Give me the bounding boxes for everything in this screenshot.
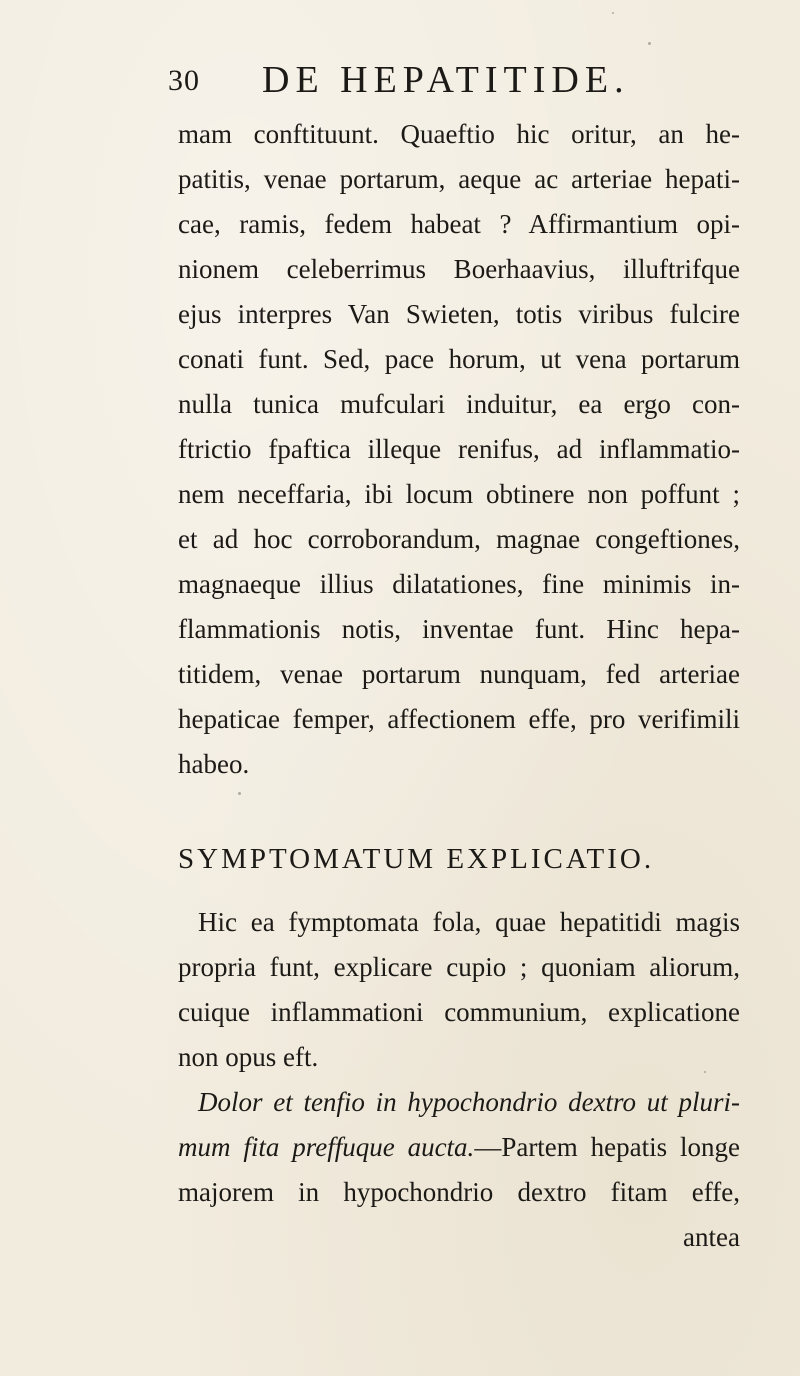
text-line: titidem, venae portarum nunquam, fed arteriae <box>178 659 740 689</box>
running-title: DE HEPATITIDE. <box>262 59 630 101</box>
text-line: nulla tunica mufculari induitur, ea ergo con- <box>178 389 740 419</box>
italic-text-line: Dolor et tenfio in hypochondrio dextro ut pluri- <box>198 1087 740 1117</box>
paper-speck <box>612 12 614 14</box>
catchword: antea <box>683 1222 740 1252</box>
text-line: cae, ramis, fedem habeat ? Affirmantium opi- <box>178 209 740 239</box>
text-line: et ad hoc corroborandum, magnae congeftiones, <box>178 524 740 554</box>
text-line: habeo. <box>178 749 250 779</box>
text-line: magnaeque illius dilatationes, fine minimis in- <box>178 569 740 599</box>
text-line: mam conftituunt. Quaeftio hic oritur, an he- <box>178 119 740 149</box>
text-line: conati funt. Sed, pace horum, ut vena portarum <box>178 344 740 374</box>
paper-speck <box>648 42 651 45</box>
paper-speck <box>704 1071 706 1073</box>
page-number: 30 <box>168 64 200 97</box>
text-line: Hic ea fymptomata fola, quae hepatitidi magis <box>198 907 740 937</box>
text-line: flammationis notis, inventae funt. Hinc hepa- <box>178 614 740 644</box>
text-phrase: —Partem hepatis longe <box>474 1132 740 1162</box>
text-line: ejus interpres Van Swieten, totis viribus fulcire <box>178 299 740 329</box>
text-line-mixed <box>178 1125 740 1170</box>
text-line: nem neceffaria, ibi locum obtinere non poffunt ; <box>178 479 740 509</box>
text-line: nionem celeberrimus Boerhaavius, illuftrifque <box>178 254 740 284</box>
paragraph-hepatitis-seat <box>178 112 740 787</box>
text-line: cuique inflammationi communium, explicatione <box>178 997 740 1027</box>
italic-phrase: mum fita preffuque aucta. <box>178 1132 475 1162</box>
page-header <box>0 58 800 108</box>
text-line: ftrictio fpaftica illeque renifus, ad inflammatio- <box>178 434 740 464</box>
text-line: patitis, venae portarum, aeque ac arteriae hepati- <box>178 164 740 194</box>
text-line: majorem in hypochondrio dextro fitam effe, <box>178 1177 740 1207</box>
text-line: hepaticae femper, affectionem effe, pro verifimili <box>178 704 740 734</box>
paragraph-symptoms <box>178 900 740 1260</box>
section-heading: SYMPTOMATUM EXPLICATIO. <box>178 843 655 875</box>
paper-speck <box>238 792 241 795</box>
text-line: non opus eft. <box>178 1042 319 1072</box>
text-line: propria funt, explicare cupio ; quoniam aliorum, <box>178 952 740 982</box>
